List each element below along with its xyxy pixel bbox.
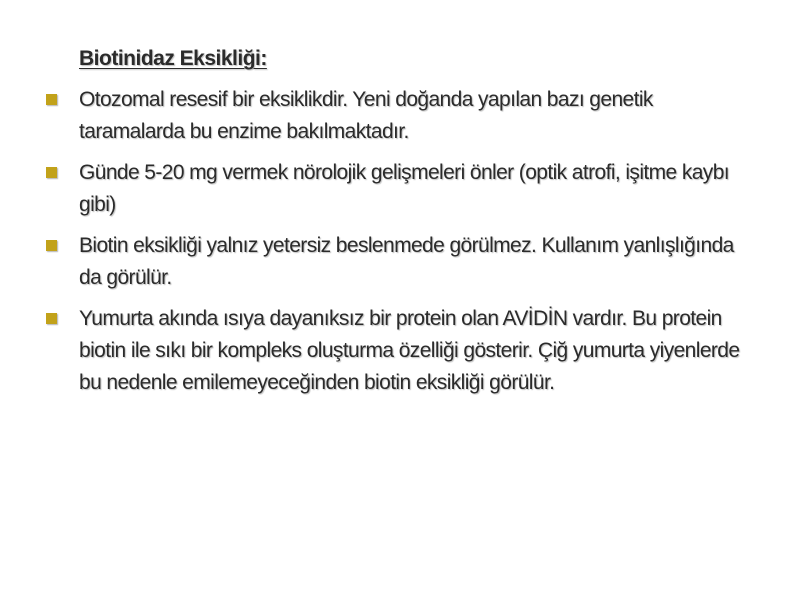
bullet-list xyxy=(44,84,744,399)
square-bullet-icon xyxy=(46,94,57,105)
bullet-text: Biotin eksikliği yalnız yetersiz beslenmede görülmez. Kullanım yanlışlığında da görülür. xyxy=(79,234,734,289)
square-bullet-icon xyxy=(46,313,57,324)
bullet-item xyxy=(44,230,744,294)
bullet-text: Yumurta akında ısıya dayanıksız bir protein olan AVİDİN vardır. Bu protein biotin ile sıkı bir kompleks oluşturma özelliği gösterir. Çiğ yumurta yiyenlerde bu nedenle emilemeyeceğinden biotin eksikliği görülür. xyxy=(79,307,740,394)
square-bullet-icon xyxy=(46,167,57,178)
square-bullet-icon xyxy=(46,240,57,251)
slide-heading: Biotinidaz Eksikliği: xyxy=(79,47,267,70)
bullet-item xyxy=(44,157,744,221)
slide-content xyxy=(44,44,744,408)
bullet-item xyxy=(44,303,744,399)
bullet-item xyxy=(44,84,744,148)
bullet-text: Günde 5-20 mg vermek nörolojik gelişmeleri önler (optik atrofi, işitme kaybı gibi) xyxy=(79,161,730,216)
bullet-text: Otozomal resesif bir eksiklikdir. Yeni doğanda yapılan bazı genetik taramalarda bu enzime bakılmaktadır. xyxy=(79,88,653,143)
